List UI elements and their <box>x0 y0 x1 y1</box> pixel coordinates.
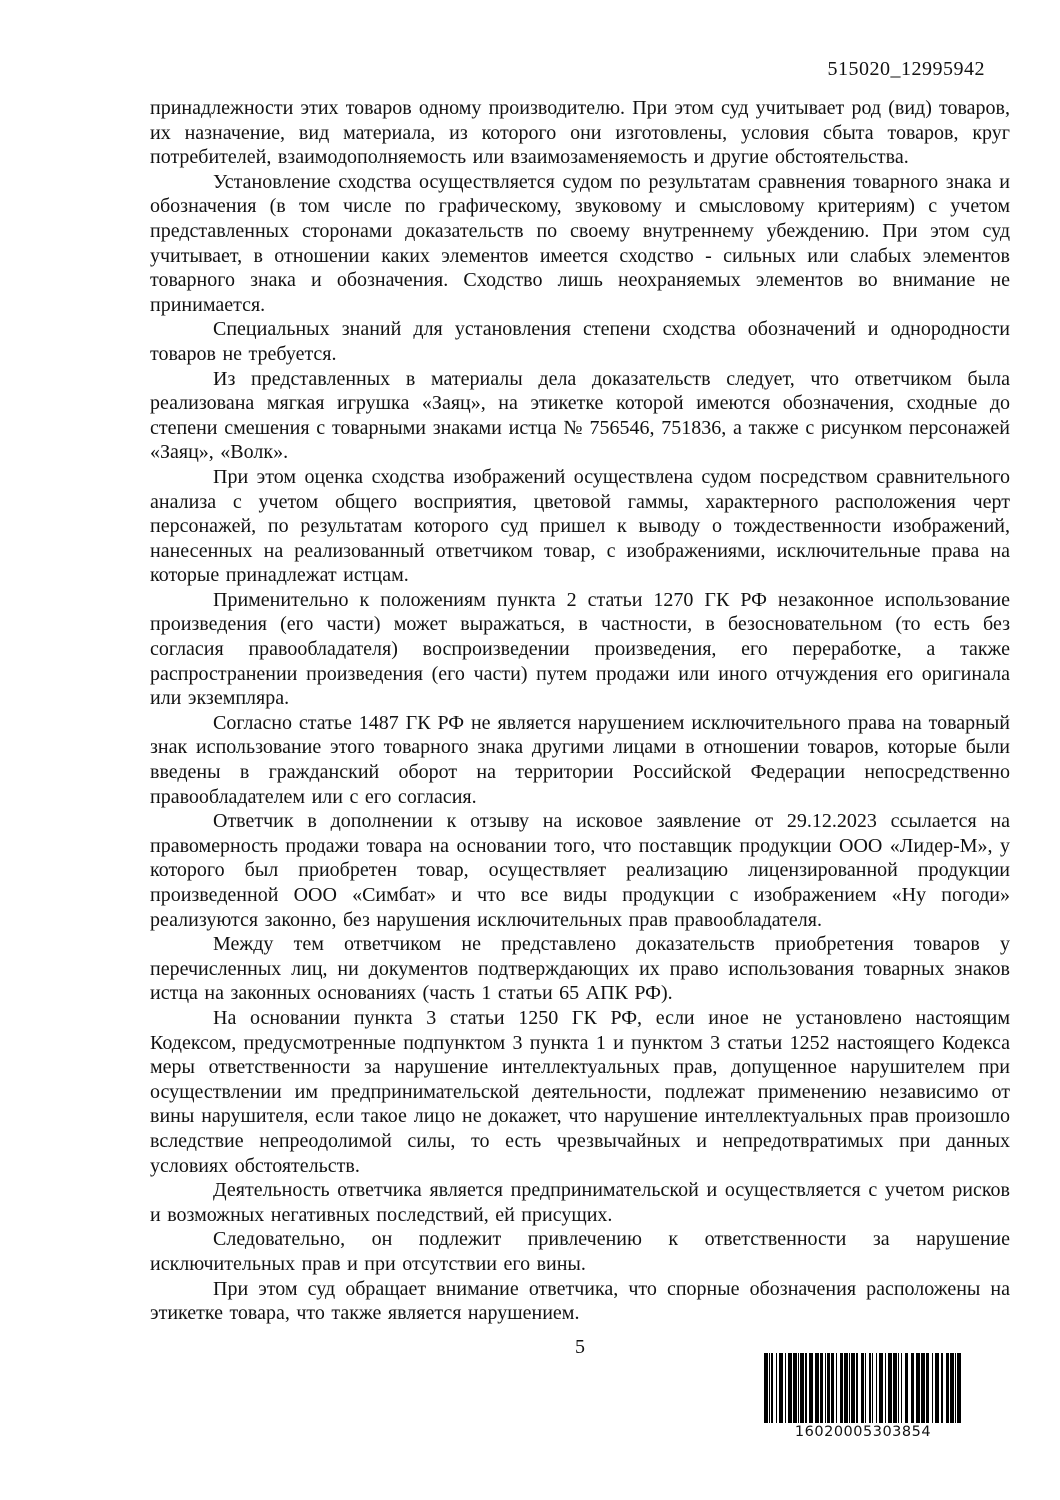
paragraph: Специальных знаний для установления степени сходства обозначений и однородности товаров не требуется. <box>150 318 1010 365</box>
paragraph: Следовательно, он подлежит привлечению к ответственности за нарушение исключительных прав и при отсутствии его вины. <box>150 1228 1010 1275</box>
paragraph: При этом суд обращает внимание ответчика, что спорные обозначения расположены на этикетке товара, что также является нарушением. <box>150 1277 1010 1325</box>
paragraph: Согласно статье 1487 ГК РФ не является нарушением исключительного права на товарный знак использование этого товарного знака другими лицами в отношении товаров, которые были введены в гражданский оборот на территории Российской Федерации непосредственно правообладателем или с его согласия. <box>150 711 1010 808</box>
paragraph: При этом оценка сходства изображений осуществлена судом посредством сравнительного анализа с учетом общего восприятия, цветовой гаммы, характерного расположения черт персонажей, по результатам которого суд пришел к выводу о тождественности изображений, нанесенных на реализованный ответчиком товар, с изображениями, исключительные права на которые принадлежат истцам. <box>150 465 1010 587</box>
paragraph: На основании пункта 3 статьи 1250 ГК РФ, если иное не установлено настоящим Кодексом, предусмотренные подпунктом 3 пункта 1 и пунктом 3 статьи 1252 настоящего Кодекса меры ответственности за нарушение интеллектуальных прав, допущенное нарушителем при осуществлении им предпринимательской деятельности, подлежат применению независимо от вины нарушителя, если такое лицо не докажет, что нарушение интеллектуальных прав произошло вследствие непреодолимой силы, то есть чрезвычайных и непредотвратимых при данных условиях обстоятельств. <box>150 1006 1010 1177</box>
paragraph: Ответчик в дополнении к отзыву на исковое заявление от 29.12.2023 ссылается на правомерность продажи товара на основании того, что поставщик продукции ООО «Лидер-М», у которого был приобретен товар, осуществляет реализацию лицензированной продукции произведенной ООО «Симбат» и что все виды продукции с изображением «Ну погоди» реализуются законно, без нарушения исключительных прав правообладателя. <box>150 810 1010 931</box>
paragraph: Между тем ответчиком не представлено доказательств приобретения товаров у перечисленных лиц, ни документов подтверждающих их право использования товарных знаков истца на законных основаниях (часть 1 статьи 65 АПК РФ). <box>150 933 1010 1005</box>
case-id-header: 515020_12995942 <box>827 58 985 80</box>
barcode <box>764 1353 962 1440</box>
paragraph: Применительно к положениям пункта 2 статьи 1270 ГК РФ незаконное использование произведения (его части) может выражаться, в частности, в безосновательном (то есть без согласия правообладателя) воспроизведении произведения, его переработке, а также распространении произведения (его части) путем продажи или иного отчуждения его оригинала или экземпляра. <box>150 588 1010 710</box>
barcode-number: 16020005303854 <box>794 1424 932 1440</box>
paragraph: Деятельность ответчика является предпринимательской и осуществляется с учетом рисков и возможных негативных последствий, ей присущих. <box>150 1179 1010 1226</box>
document-body <box>150 96 1010 1326</box>
paragraph: принадлежности этих товаров одному производителю. При этом суд учитывает род (вид) товаров, их назначение, вид материала, из которого они изготовлены, условия сбыта товаров, круг потребителей, взаимодополняемость или взаимозаменяемость и другие обстоятельства. <box>150 97 1010 169</box>
page-number: 5 <box>575 1336 585 1358</box>
paragraph: Установление сходства осуществляется судом по результатам сравнения товарного знака и обозначения (в том числе по графическому, звуковому и смысловому критериям) с учетом представленных сторонами доказательств по своему внутреннему убеждению. При этом суд учитывает, в отношении каких элементов имеется сходство - сильных или слабых элементов товарного знака и обозначения. Сходство лишь неохраняемых элементов во внимание не принимается. <box>150 170 1010 316</box>
barcode-bar <box>957 1353 961 1423</box>
paragraph: Из представленных в материалы дела доказательств следует, что ответчиком была реализована мягкая игрушка «Заяц», на этикетке которой имеются обозначения, сходные до степени смешения с товарными знаками истца № 756546, 751836, а также с рисунком персонажей «Заяц», «Волк». <box>150 367 1010 464</box>
barcode-image <box>764 1353 962 1423</box>
